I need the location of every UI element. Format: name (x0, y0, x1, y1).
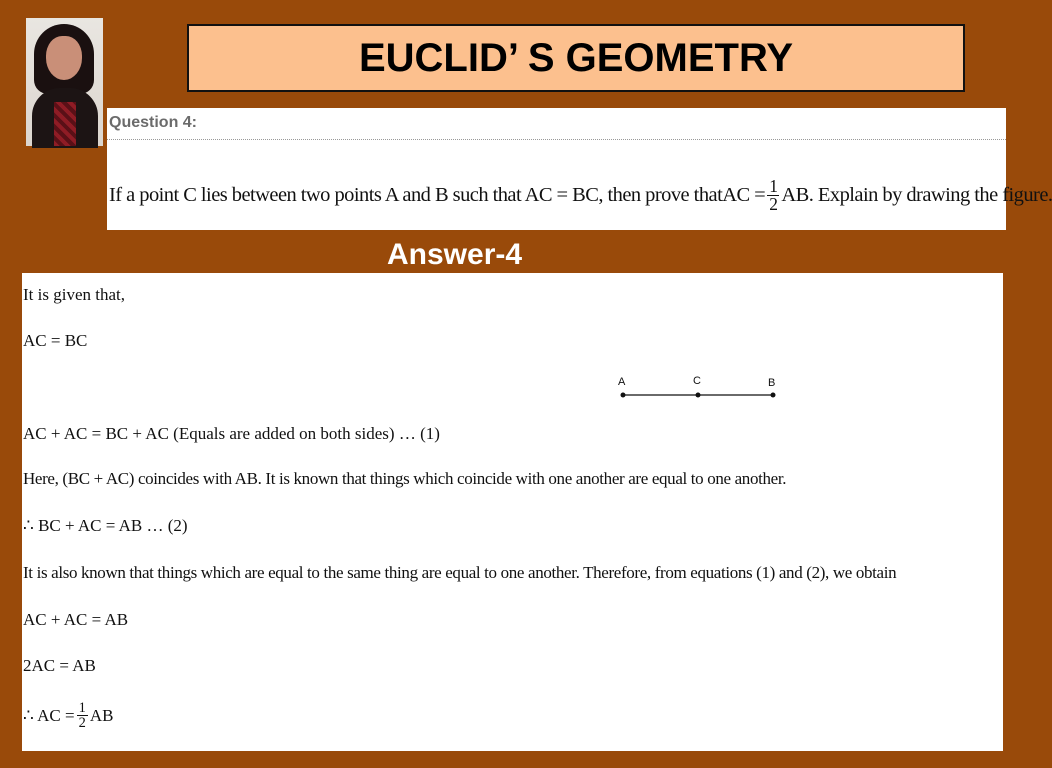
conclusion-fraction-numerator: 1 (78, 700, 86, 716)
question-fraction-denominator: 2 (769, 194, 778, 215)
photo-scarf (54, 102, 76, 146)
point-label-c: C (693, 375, 701, 387)
solution-line: AC + AC = BC + AC (Equals are added on both sides) … (1) (23, 424, 440, 443)
solution-line: Here, (BC + AC) coincides with AB. It is known that things which coincide with one another are equal to one another. (23, 469, 787, 488)
conclusion-rhs: AB (89, 705, 114, 725)
solution-line: 2AC = AB (23, 656, 96, 675)
question-formula-rhs: AB (781, 184, 809, 207)
solution-line: AC = BC (23, 331, 88, 350)
solution-panel (22, 273, 1003, 751)
point-b (771, 393, 776, 398)
solution-conclusion (23, 701, 113, 731)
slide-title-text: EUCLID’ S GEOMETRY (358, 35, 794, 80)
conclusion-fraction (77, 701, 88, 731)
solution-line: AC + AC = AB (23, 610, 129, 629)
point-label-a: A (618, 376, 626, 388)
solution-line: It is given that, (23, 285, 125, 304)
conclusion-fraction-denominator: 2 (78, 715, 86, 732)
conclusion-lhs: ∴ AC = (23, 705, 75, 725)
segment-figure (612, 368, 792, 408)
photo-face (46, 36, 82, 80)
presenter-photo (26, 18, 103, 146)
slide-title (187, 24, 965, 92)
solution-line: ∴ BC + AC = AB … (2) (23, 516, 188, 535)
point-label-b: B (768, 377, 776, 389)
question-fraction-numerator: 1 (769, 176, 778, 196)
question-formula-lhs: AC = (722, 184, 766, 207)
solution-line: It is also known that things which are equal to the same thing are equal to one another. Therefore, from equations (1) and (2), we obtain (23, 563, 897, 582)
question-divider (107, 139, 1006, 140)
point-c (696, 393, 701, 398)
question-fraction (767, 178, 779, 214)
question-text-after: . Explain by drawing the figure. (808, 184, 1052, 207)
question-heading: Question 4: (109, 114, 198, 131)
answer-label: Answer-4 (387, 238, 523, 271)
question-text-before: If a point C lies between two points A and B such that AC = BC, then prove that (109, 184, 723, 207)
question-panel (107, 108, 1052, 230)
question-text (109, 178, 1052, 214)
point-a (621, 393, 626, 398)
